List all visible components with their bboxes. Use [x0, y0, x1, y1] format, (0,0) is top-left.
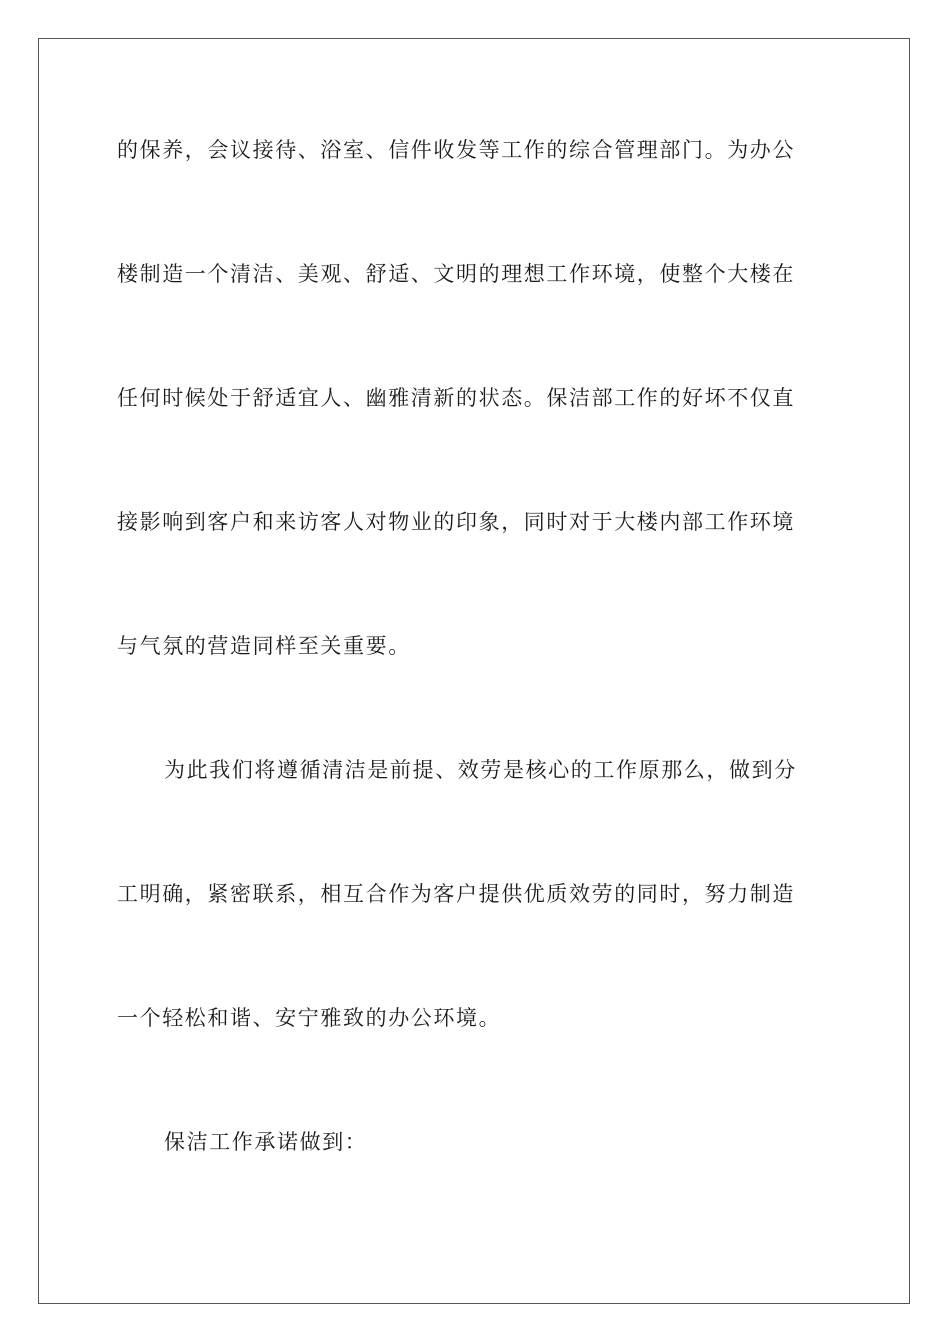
paragraph-line: 的保养，会议接待、浴室、信件收发等工作的综合管理部门。为办公: [117, 138, 795, 162]
paragraph-line: 任何时候处于舒适宜人、幽雅清新的状态。保洁部工作的好坏不仅直: [117, 386, 795, 410]
paragraph-line: 保洁工作承诺做到：: [164, 1130, 368, 1154]
paragraph-line: 为此我们将遵循清洁是前提、效劳是核心的工作原那么，做到分: [164, 758, 797, 782]
paragraph-line: 一个轻松和谐、安宁雅致的办公环境。: [117, 1006, 502, 1030]
paragraph-line: 工明确，紧密联系，相互合作为客户提供优质效劳的同时，努力制造: [117, 882, 795, 906]
paragraph-line: 楼制造一个清洁、美观、舒适、文明的理想工作环境，使整个大楼在: [117, 262, 795, 286]
paragraph-line: 与气氛的营造同样至关重要。: [117, 634, 411, 658]
page-border: [38, 38, 910, 1304]
paragraph-line: 接影响到客户和来访客人对物业的印象，同时对于大楼内部工作环境: [117, 510, 795, 534]
